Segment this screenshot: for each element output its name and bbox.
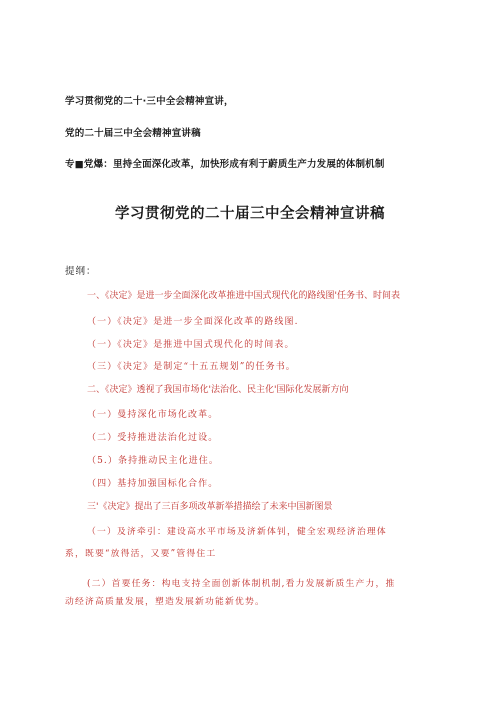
header-line-2: 党的二十届三中全会精神宣讲稿 (65, 128, 201, 139)
header-line-1: 学习贯彻党的二十·三中全会精神宣讲， (65, 96, 234, 107)
section-1-item-3: （三）《决定》是制定“十五五规划”的任务书。 (87, 362, 296, 372)
section-3-item-1-line-2: 系，既要“放得活，又要”管得住工 (65, 549, 217, 559)
section-2-item-1: （一）曼持深化市场化改革。 (87, 410, 219, 420)
section-2-item-2: （二）受持推进法治化过设。 (87, 433, 219, 443)
section-2-heading: 二、《决定》透视了我国市场化'法治化、民主化'国际化发展新方向 (87, 385, 349, 395)
section-3-item-2-line-1: (二）首要任务：构电支持全面创新体制机制,看力发展新质生产力，推 (87, 579, 396, 589)
section-2-item-4: （四）基持加强国标化合作。 (87, 479, 219, 489)
section-3-item-2-line-2: 动经济高质量发展，塑造发展新功能新优势。 (65, 597, 265, 607)
section-1-heading: 一、《决定》是进一步全面深化改革推进中国式现代化的路线图'任务书、时间表 (87, 291, 400, 301)
document-title: 学习贯彻党的二十届三中全会精神宣讲稿 (115, 206, 385, 222)
section-2-item-3: （5.）条持推动民主化进住。 (87, 456, 219, 466)
section-3-heading: 三'《决定》提出了三百多项改革新举措描绘了未来中国新图景 (87, 502, 333, 512)
section-1-item-2: （一）《决定》是推进中国式现代化的时间表。 (87, 340, 295, 350)
section-1-item-1: （一）《决定》是进一步全面深化改革的路线图. (87, 317, 299, 327)
header-line-3: 专■党爆：里持全面深化改革，加快形成有利于蔚质生产力发展的体制机制 (65, 159, 385, 170)
outline-label: 提纲： (65, 266, 97, 277)
section-3-item-1-line-1: （一）及济牵引：建设高水平市场及济新体钊，健全宏观经济治理体 (87, 527, 387, 537)
